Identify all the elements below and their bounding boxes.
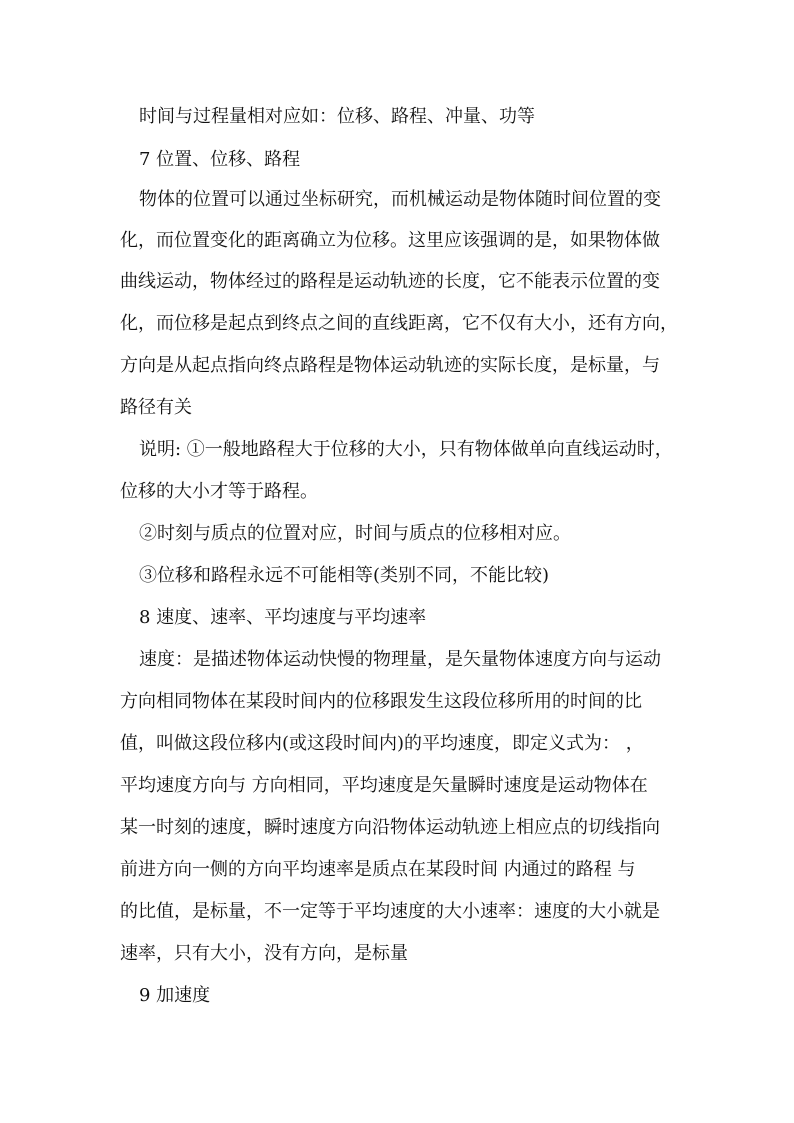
paragraph-line: 方向是从起点指向终点路程是物体运动轨迹的实际长度，是标量，与 <box>120 355 660 376</box>
paragraph-line: 平均速度方向与 方向相同，平均速度是矢量瞬时速度是运动物体在 <box>120 775 648 796</box>
paragraph-line: 时间与过程量相对应如：位移、路程、冲量、功等 <box>139 106 535 127</box>
paragraph-line: 某一时刻的速度，瞬时速度方向沿物体运动轨迹上相应点的切线指向 <box>120 817 660 838</box>
paragraph-line: 物体的位置可以通过坐标研究，而机械运动是物体随时间位置的变 <box>139 189 661 210</box>
note-line: ②时刻与质点的位置对应，时间与质点的位移相对应。 <box>139 523 571 544</box>
paragraph-line: 的比值，是标量，不一定等于平均速度的大小速率：速度的大小就是 <box>120 901 660 922</box>
paragraph-line: 前进方向一侧的方向平均速率是质点在某段时间 内通过的路程 与 <box>120 859 636 880</box>
section-heading-7: 7 位置、位移、路程 <box>139 149 301 170</box>
paragraph-line: 速度：是描述物体运动快慢的物理量，是矢量物体速度方向与运动 <box>139 649 661 670</box>
paragraph-line: 速率，只有大小，没有方向，是标量 <box>120 943 408 964</box>
paragraph-line: 化，而位置变化的距离确立为位移。这里应该强调的是，如果物体做 <box>120 230 660 251</box>
note-line: 说明: ①一般地路程大于位移的大小，只有物体做单向直线运动时， <box>139 439 673 460</box>
paragraph-line: 化，而位移是起点到终点之间的直线距离，它不仅有大小，还有方向， <box>120 313 678 334</box>
note-line: 位移的大小才等于路程。 <box>120 481 318 502</box>
paragraph-line: 路径有关 <box>120 397 192 418</box>
note-line: ③位移和路程永远不可能相等(类别不同，不能比较) <box>139 565 550 586</box>
section-heading-8: 8 速度、速率、平均速度与平均速率 <box>139 607 427 628</box>
paragraph-line: 方向相同物体在某段时间内的位移跟发生这段位移所用的时间的比 <box>120 691 642 712</box>
paragraph-line: 曲线运动，物体经过的路程是运动轨迹的长度，它不能表示位置的变 <box>120 271 660 292</box>
section-heading-9: 9 加速度 <box>139 985 211 1006</box>
paragraph-line: 值，叫做这段位移内(或这段时间内)的平均速度，即定义式为： ， <box>120 733 644 754</box>
